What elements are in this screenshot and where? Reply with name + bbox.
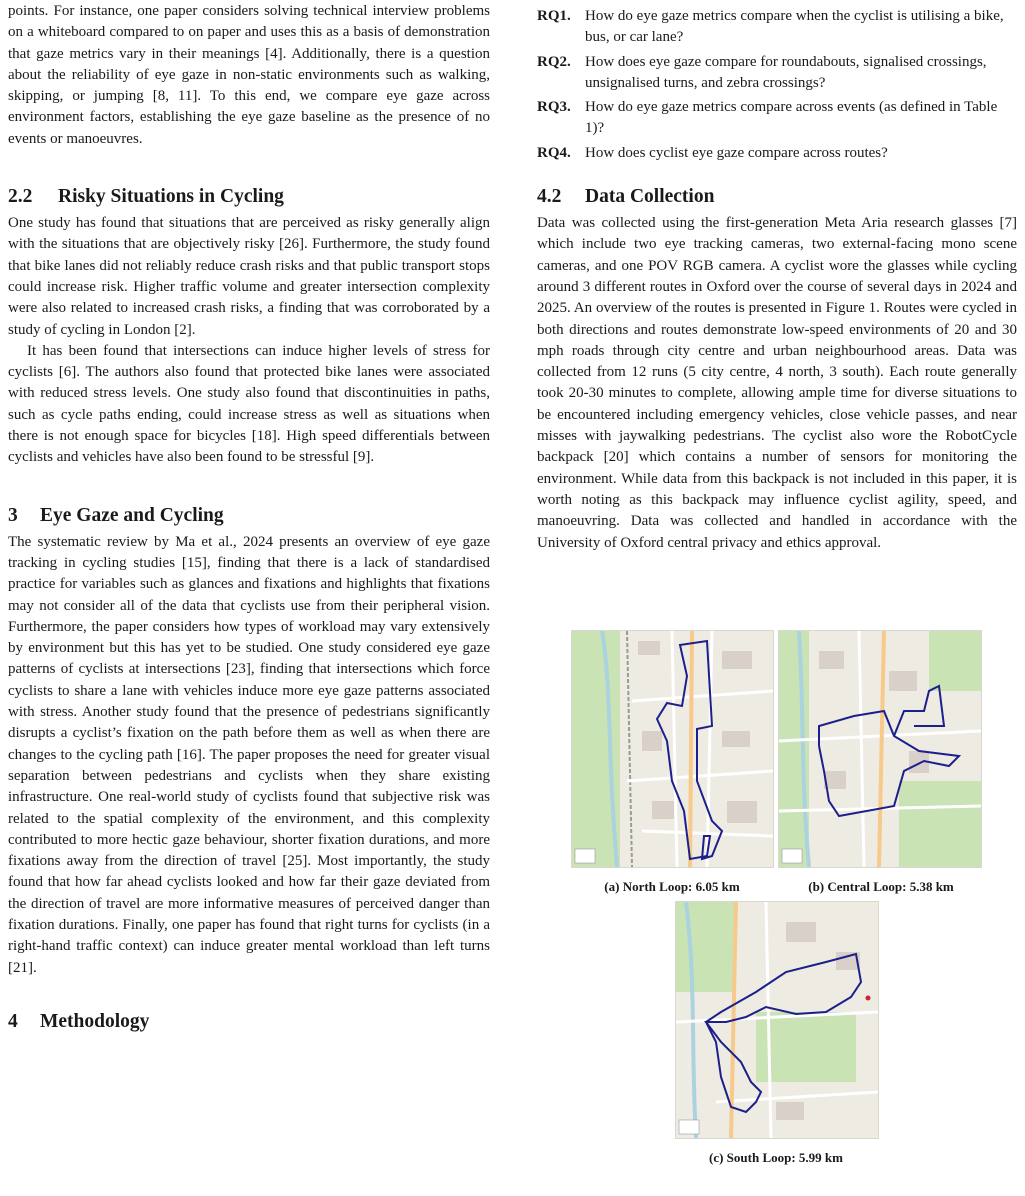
section-2-2-paragraph-2: It has been found that intersections can induce higher levels of stress for cyclists [6]. The authors also found that protected bike lanes were associated with reduced stress levels. One study also found that discontinuities in paths, such as cycle paths ending, could increase stress as well as situations when there is not enough space for bicycles [18]. High speed differentials between cyclists and vehicles have also been found to be stressful [9]. [8, 342, 490, 466]
central-loop-map-image [779, 631, 981, 867]
section-heading-3 [8, 503, 490, 529]
rq-label: RQ3. [537, 99, 571, 116]
rq-text: How do eye gaze metrics compare when the cyclist is utilising a bike, bus, or car lane? [585, 8, 1004, 46]
section-number: 4 [8, 1010, 18, 1032]
research-question [537, 52, 1017, 95]
section-3-paragraph: The systematic review by Ma et al., 2024 presents an overview of eye gaze tracking in cycling studies [15], finding that there is a lack of standardised practice for variables such as glances and fixations and highlights that fixations may not consider all of the data that cyclists use from their peripheral vision. Furthermore, the paper considers how types of workload may vary extensively by environment but this has yet to be studied. One study considered eye gaze patterns of cyclists at intersections [23], finding that intersections which force cyclists to share a lane with vehicles induce more eye gaze patterns associated with stress. Another study found that the presence of pedestrians significantly disrupts a cyclist’s fixation on the path before them as well as when there are changes to the cycling path [16]. The paper proposes the need for greater visual separation between pedestrians and cyclists when they share existing infrastructure. One real-world study of cyclists found that subjective risk was related to the spatial complexity of the environment, and this complexity contributed to more hectic gaze behaviour, shorter fixation durations, and more fixations away from the direction of travel [25]. Most importantly, the study found that how far ahead cyclists looked and how far their gaze deviated from the direction of travel are more informative measures of perceived danger than fixation durations. Finally, one paper has found that right turns for cyclists (in a right-hand traffic context) can induce greater mental workload than left turns [21]. [8, 533, 490, 976]
rq-text: How does cyclist eye gaze compare across routes? [585, 144, 888, 161]
rq-label: RQ1. [537, 8, 571, 24]
south-loop-map-image [676, 902, 878, 1138]
research-question [537, 6, 1017, 49]
section-number: 2.2 [8, 186, 33, 208]
research-questions-list [537, 6, 1017, 164]
research-question [537, 143, 1017, 164]
section-title: Methodology [40, 1010, 150, 1032]
section-heading-2-2 [8, 184, 490, 210]
section-title: Data Collection [585, 186, 715, 208]
section-number: 3 [8, 504, 18, 526]
left-column [8, 0, 490, 1035]
intro-paragraph: points. For instance, one paper considers solving technical interview problems on a whiteboard compared to on paper and uses this as a basis of demonstration that gaze metrics vary in their meanings [4]. Additionally, there is a question about the reliability of eye gaze in non-static environments such as walking, skipping, or jumping [8, 11]. To this end, we compare eye gaze across environment factors, establishing the eye gaze baseline as the presence of no events or manoeuvres. [8, 3, 490, 147]
section-4-2-paragraph: Data was collected using the first-generation Meta Aria research glasses [7] which include two eye tracking cameras, two external-facing mono scene cameras, and one POV RGB camera. A cyclist wore the glasses while cycling around 3 different routes in Oxford over the course of several days in 2024 and 2025. An overview of the routes is presented in Figure 1. Routes were cycled in both directions and routes demonstrate low-speed environments of 20 and 30 mph roads through city centre and urban neighbourhood areas. Data was collected from 12 runs (5 city centre, 4 north, 3 south). Each route generally took 20-30 minutes to complete, allowing ample time for diverse situations to be encountered including emergency vehicles, close vehicle passes, and near misses with jaywalking pedestrians. The cyclist also wore the RobotCycle backpack [20] which contains a number of sensors for monitoring the environment. While data from this backpack is not included in this paper, it is worth noting as this backpack may influence cyclist agility, speed, and manoeuvring. Data was collected and handled in accordance with the University of Oxford central privacy and ethics approval. [537, 215, 1017, 551]
map-central-loop [778, 630, 982, 868]
rq-text: How does eye gaze compare for roundabouts, signalised crossings, unsignalised turns, and zebra crossings? [585, 53, 987, 91]
section-title: Eye Gaze and Cycling [40, 504, 224, 526]
section-heading-4-2 [537, 184, 1017, 210]
map-south-loop [675, 901, 879, 1139]
section-number: 4.2 [537, 186, 562, 208]
rq-label: RQ4. [537, 144, 571, 161]
caption-north-loop: (a) North Loop: 6.05 km [604, 879, 740, 894]
section-2-2-paragraph-1: One study has found that situations that are perceived as risky generally align with the situations that are objectively risky [26]. Furthermore, the study found that bike lanes did not reliably reduce crash risks and that public transport stops could increase risk. Higher traffic volume and greater intersection complexity were also related to increased crash risks, a finding that was corroborated by a study of cycling in London [2]. [8, 215, 490, 338]
right-column [537, 0, 1017, 554]
section-title: Risky Situations in Cycling [58, 186, 284, 208]
caption-central-loop: (b) Central Loop: 5.38 km [808, 879, 954, 894]
caption-south-loop: (c) South Loop: 5.99 km [709, 1150, 843, 1165]
rq-text: How do eye gaze metrics compare across events (as defined in Table 1)? [585, 99, 998, 137]
rq-label: RQ2. [537, 53, 571, 70]
map-north-loop [571, 630, 774, 868]
research-question [537, 97, 1017, 140]
north-loop-map-image [572, 631, 773, 867]
section-heading-4 [8, 1009, 490, 1035]
